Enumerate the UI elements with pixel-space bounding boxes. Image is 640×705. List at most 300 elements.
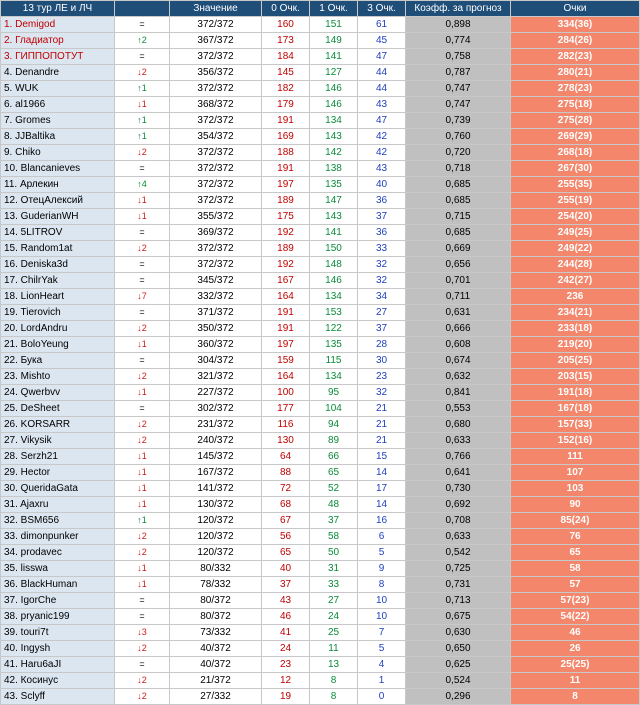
table-row <box>1 81 640 97</box>
three-points-cell: 14 <box>358 497 406 513</box>
table-row <box>1 641 640 657</box>
one-point-cell: 146 <box>310 273 358 289</box>
points-cell: 8 <box>511 689 640 705</box>
zero-points-cell: 67 <box>262 513 310 529</box>
coefficient-cell: 0,731 <box>406 577 511 593</box>
zero-points-cell: 169 <box>262 129 310 145</box>
coefficient-cell: 0,711 <box>406 289 511 305</box>
rank-change-cell: ↑1 <box>115 81 170 97</box>
zero-points-cell: 191 <box>262 113 310 129</box>
value-cell: 371/372 <box>170 305 262 321</box>
table-row <box>1 17 640 33</box>
rank-change-cell: ↓2 <box>115 673 170 689</box>
zero-points-cell: 145 <box>262 65 310 81</box>
coefficient-cell: 0,633 <box>406 529 511 545</box>
three-points-cell: 33 <box>358 241 406 257</box>
zero-points-cell: 68 <box>262 497 310 513</box>
points-cell: 25(25) <box>511 657 640 673</box>
rank-change-cell: ↓2 <box>115 241 170 257</box>
one-point-cell: 13 <box>310 657 358 673</box>
player-name-cell: 18. LionHeart <box>1 289 115 305</box>
points-cell: 57(23) <box>511 593 640 609</box>
points-cell: 152(16) <box>511 433 640 449</box>
coefficient-cell: 0,747 <box>406 97 511 113</box>
zero-points-cell: 189 <box>262 241 310 257</box>
one-point-cell: 135 <box>310 337 358 353</box>
rank-change-cell: = <box>115 657 170 673</box>
table-row <box>1 145 640 161</box>
zero-points-cell: 191 <box>262 305 310 321</box>
points-cell: 205(25) <box>511 353 640 369</box>
header-title: 13 тур ЛЕ и ЛЧ <box>1 1 115 17</box>
value-cell: 372/372 <box>170 241 262 257</box>
points-cell: 244(28) <box>511 257 640 273</box>
table-row <box>1 609 640 625</box>
player-name-cell: 31. Ajaxru <box>1 497 115 513</box>
table-row <box>1 49 640 65</box>
coefficient-cell: 0,774 <box>406 33 511 49</box>
zero-points-cell: 191 <box>262 161 310 177</box>
coefficient-cell: 0,725 <box>406 561 511 577</box>
player-name-cell: 7. Gromes <box>1 113 115 129</box>
one-point-cell: 8 <box>310 673 358 689</box>
table-row <box>1 193 640 209</box>
points-cell: 76 <box>511 529 640 545</box>
three-points-cell: 7 <box>358 625 406 641</box>
rank-change-cell: ↑2 <box>115 33 170 49</box>
rank-change-cell: ↓1 <box>115 97 170 113</box>
rank-change-cell: ↓1 <box>115 497 170 513</box>
table-row <box>1 129 640 145</box>
one-point-cell: 122 <box>310 321 358 337</box>
three-points-cell: 34 <box>358 289 406 305</box>
three-points-cell: 37 <box>358 209 406 225</box>
rank-change-cell: = <box>115 257 170 273</box>
zero-points-cell: 130 <box>262 433 310 449</box>
one-point-cell: 138 <box>310 161 358 177</box>
zero-points-cell: 24 <box>262 641 310 657</box>
coefficient-cell: 0,720 <box>406 145 511 161</box>
points-cell: 275(18) <box>511 97 640 113</box>
player-name-cell: 9. Chiko <box>1 145 115 161</box>
player-name-cell: 35. lisswa <box>1 561 115 577</box>
table-row <box>1 449 640 465</box>
one-point-cell: 48 <box>310 497 358 513</box>
player-name-cell: 29. Hector <box>1 465 115 481</box>
value-cell: 231/372 <box>170 417 262 433</box>
rank-change-cell: ↑4 <box>115 177 170 193</box>
zero-points-cell: 37 <box>262 577 310 593</box>
player-name-cell: 3. ГИППОПОТУТ <box>1 49 115 65</box>
points-cell: 268(18) <box>511 145 640 161</box>
table-row <box>1 417 640 433</box>
player-name-cell: 26. KORSARR <box>1 417 115 433</box>
coefficient-cell: 0,641 <box>406 465 511 481</box>
points-cell: 249(25) <box>511 225 640 241</box>
coefficient-cell: 0,608 <box>406 337 511 353</box>
coefficient-cell: 0,760 <box>406 129 511 145</box>
one-point-cell: 134 <box>310 113 358 129</box>
rank-change-cell: ↑1 <box>115 113 170 129</box>
table-row <box>1 97 640 113</box>
coefficient-cell: 0,787 <box>406 65 511 81</box>
one-point-cell: 148 <box>310 257 358 273</box>
rank-change-cell: ↓3 <box>115 625 170 641</box>
zero-points-cell: 184 <box>262 49 310 65</box>
one-point-cell: 127 <box>310 65 358 81</box>
table-row <box>1 337 640 353</box>
three-points-cell: 21 <box>358 433 406 449</box>
player-name-cell: 16. Deniska3d <box>1 257 115 273</box>
value-cell: 355/372 <box>170 209 262 225</box>
points-cell: 278(23) <box>511 81 640 97</box>
player-name-cell: 24. Qwerbvv <box>1 385 115 401</box>
value-cell: 372/372 <box>170 81 262 97</box>
value-cell: 40/372 <box>170 657 262 673</box>
value-cell: 40/372 <box>170 641 262 657</box>
one-point-cell: 50 <box>310 545 358 561</box>
value-cell: 141/372 <box>170 481 262 497</box>
coefficient-cell: 0,542 <box>406 545 511 561</box>
points-cell: 57 <box>511 577 640 593</box>
value-cell: 120/372 <box>170 545 262 561</box>
three-points-cell: 23 <box>358 369 406 385</box>
points-cell: 284(26) <box>511 33 640 49</box>
coefficient-cell: 0,685 <box>406 193 511 209</box>
player-name-cell: 5. WUK <box>1 81 115 97</box>
points-cell: 280(21) <box>511 65 640 81</box>
zero-points-cell: 192 <box>262 225 310 241</box>
table-row <box>1 529 640 545</box>
three-points-cell: 36 <box>358 193 406 209</box>
table-row <box>1 481 640 497</box>
value-cell: 354/372 <box>170 129 262 145</box>
one-point-cell: 134 <box>310 369 358 385</box>
rank-change-cell: ↓2 <box>115 641 170 657</box>
three-points-cell: 10 <box>358 609 406 625</box>
three-points-cell: 0 <box>358 689 406 705</box>
zero-points-cell: 159 <box>262 353 310 369</box>
points-cell: 236 <box>511 289 640 305</box>
coefficient-cell: 0,296 <box>406 689 511 705</box>
one-point-cell: 150 <box>310 241 358 257</box>
one-point-cell: 25 <box>310 625 358 641</box>
coefficient-cell: 0,666 <box>406 321 511 337</box>
table-row <box>1 257 640 273</box>
value-cell: 372/372 <box>170 113 262 129</box>
rank-change-cell: ↓7 <box>115 289 170 305</box>
table-row <box>1 65 640 81</box>
coefficient-cell: 0,625 <box>406 657 511 673</box>
points-cell: 254(20) <box>511 209 640 225</box>
table-row <box>1 577 640 593</box>
points-cell: 334(36) <box>511 17 640 33</box>
player-name-cell: 10. Blancanieves <box>1 161 115 177</box>
value-cell: 368/372 <box>170 97 262 113</box>
one-point-cell: 149 <box>310 33 358 49</box>
value-cell: 372/372 <box>170 257 262 273</box>
coefficient-cell: 0,680 <box>406 417 511 433</box>
table-row <box>1 673 640 689</box>
coefficient-cell: 0,692 <box>406 497 511 513</box>
one-point-cell: 134 <box>310 289 358 305</box>
one-point-cell: 33 <box>310 577 358 593</box>
header-points: Очки <box>511 1 640 17</box>
zero-points-cell: 64 <box>262 449 310 465</box>
zero-points-cell: 72 <box>262 481 310 497</box>
one-point-cell: 89 <box>310 433 358 449</box>
one-point-cell: 151 <box>310 17 358 33</box>
player-name-cell: 12. ОтецАлексий <box>1 193 115 209</box>
header-value: Значение <box>170 1 262 17</box>
three-points-cell: 15 <box>358 449 406 465</box>
three-points-cell: 6 <box>358 529 406 545</box>
three-points-cell: 42 <box>358 129 406 145</box>
points-cell: 275(28) <box>511 113 640 129</box>
player-name-cell: 8. JJBaltika <box>1 129 115 145</box>
table-row <box>1 689 640 705</box>
three-points-cell: 17 <box>358 481 406 497</box>
player-name-cell: 22. Бука <box>1 353 115 369</box>
points-cell: 107 <box>511 465 640 481</box>
player-name-cell: 43. Sclyff <box>1 689 115 705</box>
three-points-cell: 10 <box>358 593 406 609</box>
zero-points-cell: 12 <box>262 673 310 689</box>
three-points-cell: 42 <box>358 145 406 161</box>
coefficient-cell: 0,656 <box>406 257 511 273</box>
value-cell: 356/372 <box>170 65 262 81</box>
player-name-cell: 15. Random1at <box>1 241 115 257</box>
coefficient-cell: 0,841 <box>406 385 511 401</box>
table-row <box>1 593 640 609</box>
three-points-cell: 45 <box>358 33 406 49</box>
value-cell: 227/372 <box>170 385 262 401</box>
player-name-cell: 32. BSM656 <box>1 513 115 529</box>
value-cell: 73/332 <box>170 625 262 641</box>
three-points-cell: 44 <box>358 81 406 97</box>
coefficient-cell: 0,739 <box>406 113 511 129</box>
value-cell: 321/372 <box>170 369 262 385</box>
player-name-cell: 11. Арлекин <box>1 177 115 193</box>
three-points-cell: 5 <box>358 641 406 657</box>
three-points-cell: 47 <box>358 113 406 129</box>
zero-points-cell: 164 <box>262 289 310 305</box>
zero-points-cell: 173 <box>262 33 310 49</box>
rank-change-cell: ↓2 <box>115 529 170 545</box>
player-name-cell: 17. ChilrYak <box>1 273 115 289</box>
rank-change-cell: = <box>115 401 170 417</box>
rank-change-cell: ↓1 <box>115 561 170 577</box>
points-cell: 167(18) <box>511 401 640 417</box>
points-cell: 234(21) <box>511 305 640 321</box>
three-points-cell: 47 <box>358 49 406 65</box>
rank-change-cell: ↓1 <box>115 337 170 353</box>
one-point-cell: 95 <box>310 385 358 401</box>
player-name-cell: 33. dimonpunker <box>1 529 115 545</box>
three-points-cell: 43 <box>358 161 406 177</box>
value-cell: 372/372 <box>170 177 262 193</box>
player-name-cell: 28. Serzh21 <box>1 449 115 465</box>
rank-change-cell: ↓1 <box>115 449 170 465</box>
value-cell: 80/372 <box>170 593 262 609</box>
three-points-cell: 8 <box>358 577 406 593</box>
coefficient-cell: 0,701 <box>406 273 511 289</box>
table-row <box>1 513 640 529</box>
one-point-cell: 143 <box>310 209 358 225</box>
value-cell: 372/372 <box>170 161 262 177</box>
value-cell: 360/372 <box>170 337 262 353</box>
value-cell: 78/332 <box>170 577 262 593</box>
coefficient-cell: 0,713 <box>406 593 511 609</box>
three-points-cell: 36 <box>358 225 406 241</box>
three-points-cell: 28 <box>358 337 406 353</box>
rank-change-cell: = <box>115 593 170 609</box>
points-cell: 90 <box>511 497 640 513</box>
coefficient-cell: 0,674 <box>406 353 511 369</box>
rank-change-cell: = <box>115 305 170 321</box>
one-point-cell: 141 <box>310 49 358 65</box>
zero-points-cell: 191 <box>262 321 310 337</box>
header-row <box>1 1 640 17</box>
table-row <box>1 385 640 401</box>
rank-change-cell: ↓1 <box>115 209 170 225</box>
three-points-cell: 37 <box>358 321 406 337</box>
coefficient-cell: 0,631 <box>406 305 511 321</box>
player-name-cell: 42. Косинус <box>1 673 115 689</box>
zero-points-cell: 65 <box>262 545 310 561</box>
value-cell: 240/372 <box>170 433 262 449</box>
one-point-cell: 11 <box>310 641 358 657</box>
coefficient-cell: 0,675 <box>406 609 511 625</box>
player-name-cell: 19. Tierovich <box>1 305 115 321</box>
one-point-cell: 94 <box>310 417 358 433</box>
player-name-cell: 25. DeSheet <box>1 401 115 417</box>
player-name-cell: 40. Ingysh <box>1 641 115 657</box>
zero-points-cell: 179 <box>262 97 310 113</box>
coefficient-cell: 0,685 <box>406 177 511 193</box>
player-name-cell: 13. GuderianWH <box>1 209 115 225</box>
three-points-cell: 61 <box>358 17 406 33</box>
points-cell: 11 <box>511 673 640 689</box>
player-name-cell: 41. Haru6aJI <box>1 657 115 673</box>
one-point-cell: 142 <box>310 145 358 161</box>
value-cell: 120/372 <box>170 529 262 545</box>
one-point-cell: 52 <box>310 481 358 497</box>
zero-points-cell: 41 <box>262 625 310 641</box>
points-cell: 111 <box>511 449 640 465</box>
points-cell: 242(27) <box>511 273 640 289</box>
value-cell: 367/372 <box>170 33 262 49</box>
value-cell: 130/372 <box>170 497 262 513</box>
points-cell: 65 <box>511 545 640 561</box>
three-points-cell: 21 <box>358 401 406 417</box>
table-row <box>1 33 640 49</box>
one-point-cell: 58 <box>310 529 358 545</box>
rank-change-cell: ↓1 <box>115 385 170 401</box>
points-cell: 255(35) <box>511 177 640 193</box>
header-three-points: 3 Очк. <box>358 1 406 17</box>
three-points-cell: 44 <box>358 65 406 81</box>
zero-points-cell: 160 <box>262 17 310 33</box>
three-points-cell: 27 <box>358 305 406 321</box>
zero-points-cell: 175 <box>262 209 310 225</box>
zero-points-cell: 116 <box>262 417 310 433</box>
rank-change-cell: = <box>115 17 170 33</box>
coefficient-cell: 0,685 <box>406 225 511 241</box>
player-name-cell: 1. Demigod <box>1 17 115 33</box>
rank-change-cell: ↑1 <box>115 129 170 145</box>
value-cell: 120/372 <box>170 513 262 529</box>
player-name-cell: 6. al1966 <box>1 97 115 113</box>
value-cell: 27/332 <box>170 689 262 705</box>
points-cell: 46 <box>511 625 640 641</box>
value-cell: 369/372 <box>170 225 262 241</box>
value-cell: 80/372 <box>170 609 262 625</box>
table-row <box>1 113 640 129</box>
rank-change-cell: = <box>115 225 170 241</box>
rank-change-cell: ↓2 <box>115 417 170 433</box>
zero-points-cell: 23 <box>262 657 310 673</box>
rank-change-cell: ↓2 <box>115 65 170 81</box>
player-name-cell: 37. IgorChe <box>1 593 115 609</box>
table-row <box>1 209 640 225</box>
rank-change-cell: ↓1 <box>115 465 170 481</box>
points-cell: 249(22) <box>511 241 640 257</box>
zero-points-cell: 40 <box>262 561 310 577</box>
rank-change-cell: ↓1 <box>115 481 170 497</box>
zero-points-cell: 192 <box>262 257 310 273</box>
points-cell: 255(19) <box>511 193 640 209</box>
zero-points-cell: 100 <box>262 385 310 401</box>
coefficient-cell: 0,553 <box>406 401 511 417</box>
one-point-cell: 153 <box>310 305 358 321</box>
rank-change-cell: ↑1 <box>115 513 170 529</box>
three-points-cell: 4 <box>358 657 406 673</box>
value-cell: 80/332 <box>170 561 262 577</box>
header-one-point: 1 Очк. <box>310 1 358 17</box>
player-name-cell: 4. Denandre <box>1 65 115 81</box>
points-cell: 85(24) <box>511 513 640 529</box>
table-row <box>1 289 640 305</box>
zero-points-cell: 197 <box>262 337 310 353</box>
points-cell: 54(22) <box>511 609 640 625</box>
value-cell: 21/372 <box>170 673 262 689</box>
zero-points-cell: 167 <box>262 273 310 289</box>
three-points-cell: 21 <box>358 417 406 433</box>
player-name-cell: 23. Mishto <box>1 369 115 385</box>
table-row <box>1 433 640 449</box>
three-points-cell: 14 <box>358 465 406 481</box>
value-cell: 167/372 <box>170 465 262 481</box>
table-row <box>1 321 640 337</box>
player-name-cell: 2. Гладиатор <box>1 33 115 49</box>
coefficient-cell: 0,632 <box>406 369 511 385</box>
rank-change-cell: ↓1 <box>115 193 170 209</box>
one-point-cell: 65 <box>310 465 358 481</box>
rank-change-cell: ↓2 <box>115 321 170 337</box>
three-points-cell: 9 <box>358 561 406 577</box>
coefficient-cell: 0,730 <box>406 481 511 497</box>
table-row <box>1 401 640 417</box>
one-point-cell: 146 <box>310 81 358 97</box>
rank-change-cell: = <box>115 49 170 65</box>
zero-points-cell: 188 <box>262 145 310 161</box>
table-row <box>1 305 640 321</box>
table-row <box>1 225 640 241</box>
points-cell: 26 <box>511 641 640 657</box>
zero-points-cell: 189 <box>262 193 310 209</box>
three-points-cell: 16 <box>358 513 406 529</box>
